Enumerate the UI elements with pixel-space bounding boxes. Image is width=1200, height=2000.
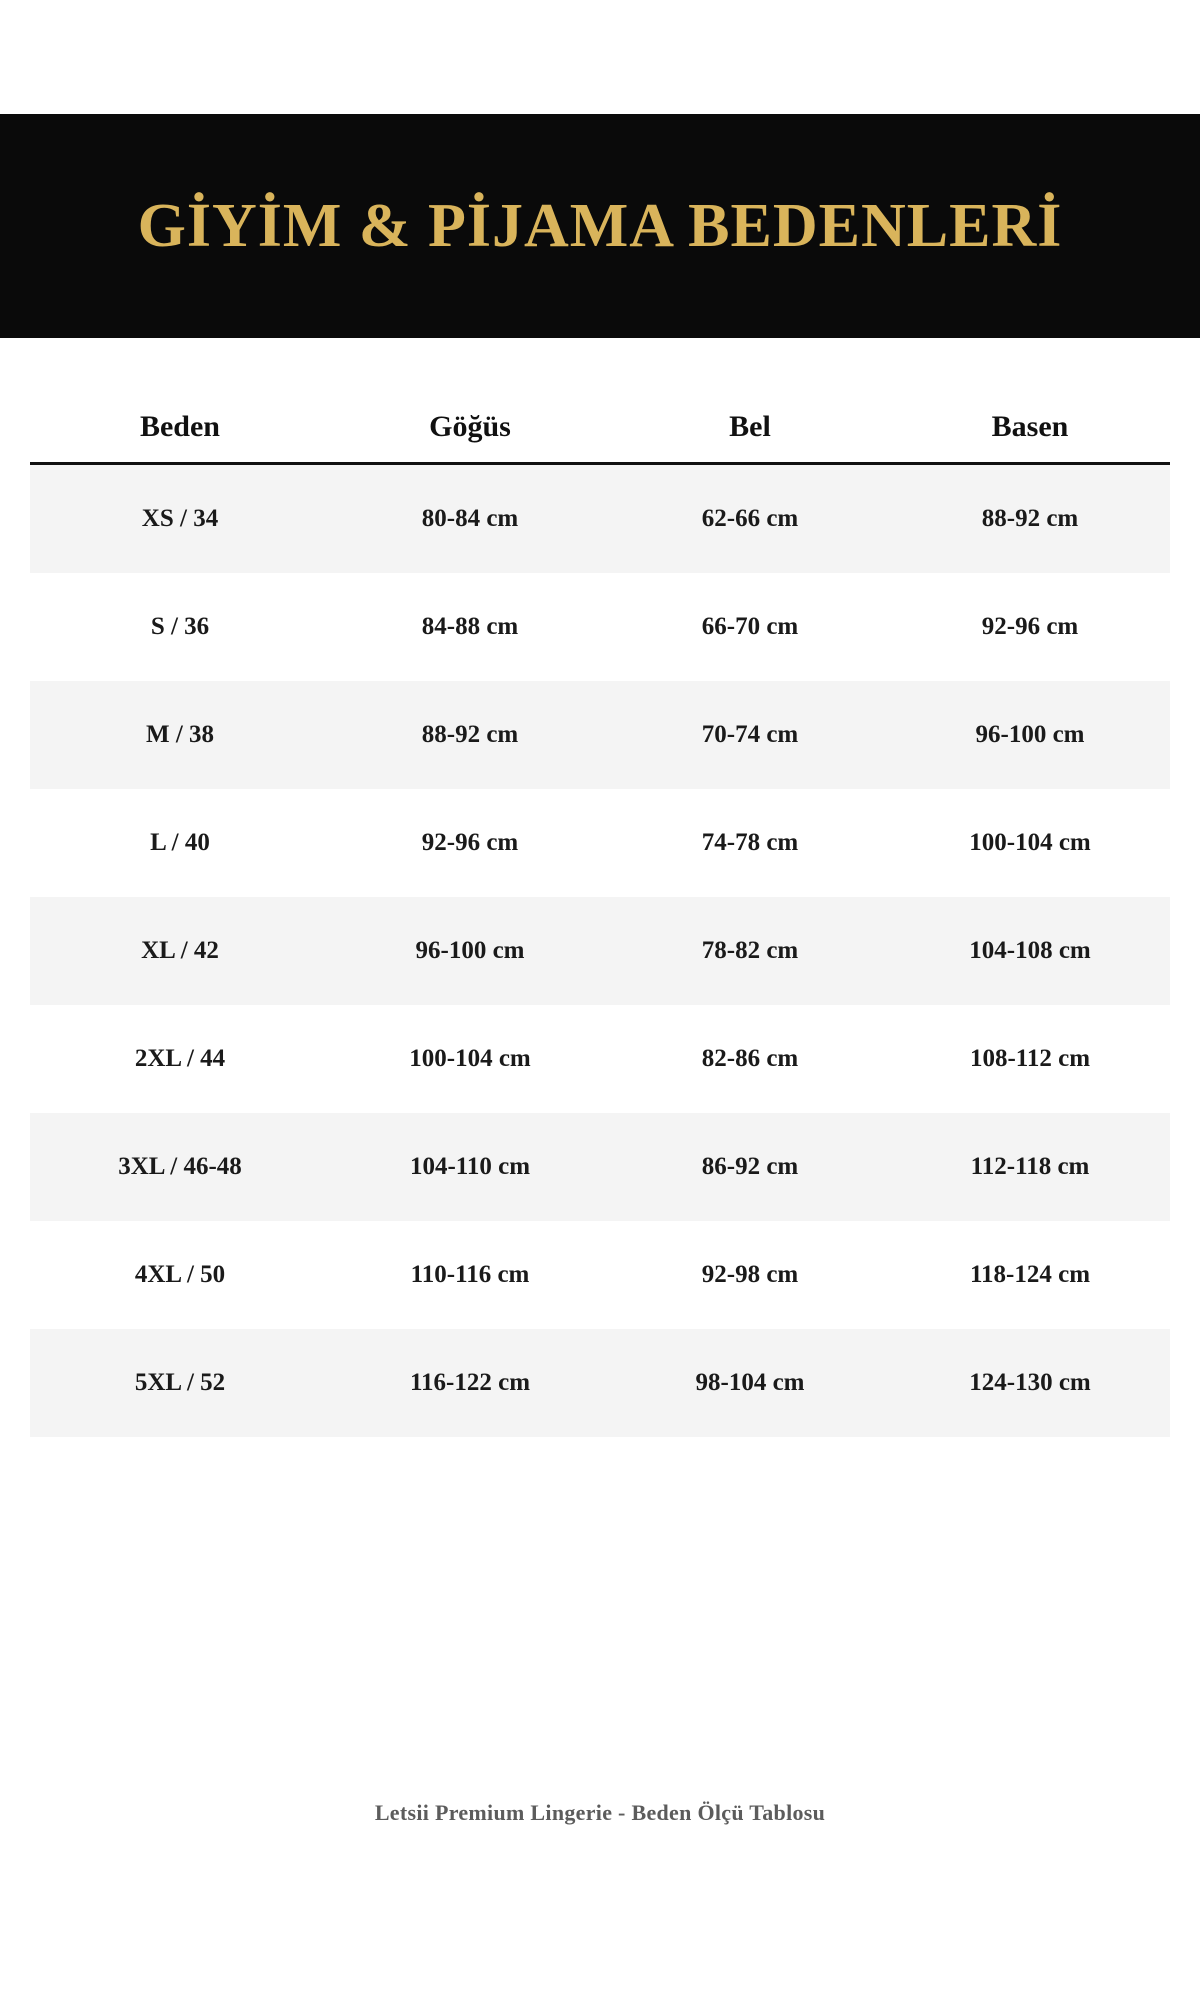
cell-beden: 4XL / 50 bbox=[30, 1221, 330, 1329]
table-row bbox=[30, 789, 1170, 897]
cell-basen: 92-96 cm bbox=[890, 573, 1170, 681]
column-header-basen: Basen bbox=[890, 400, 1170, 464]
table-row bbox=[30, 681, 1170, 789]
cell-beden: S / 36 bbox=[30, 573, 330, 681]
cell-gogus: 92-96 cm bbox=[330, 789, 610, 897]
cell-gogus: 116-122 cm bbox=[330, 1329, 610, 1437]
cell-beden: 2XL / 44 bbox=[30, 1005, 330, 1113]
cell-basen: 88-92 cm bbox=[890, 464, 1170, 574]
cell-basen: 118-124 cm bbox=[890, 1221, 1170, 1329]
cell-bel: 82-86 cm bbox=[610, 1005, 890, 1113]
cell-beden: XL / 42 bbox=[30, 897, 330, 1005]
table-row bbox=[30, 573, 1170, 681]
size-table bbox=[30, 400, 1170, 1437]
cell-basen: 104-108 cm bbox=[890, 897, 1170, 1005]
cell-bel: 98-104 cm bbox=[610, 1329, 890, 1437]
table-row bbox=[30, 464, 1170, 574]
cell-beden: L / 40 bbox=[30, 789, 330, 897]
table-header-row bbox=[30, 400, 1170, 464]
cell-bel: 70-74 cm bbox=[610, 681, 890, 789]
cell-bel: 74-78 cm bbox=[610, 789, 890, 897]
table-header bbox=[30, 400, 1170, 464]
cell-gogus: 104-110 cm bbox=[330, 1113, 610, 1221]
cell-basen: 100-104 cm bbox=[890, 789, 1170, 897]
cell-basen: 124-130 cm bbox=[890, 1329, 1170, 1437]
cell-bel: 66-70 cm bbox=[610, 573, 890, 681]
cell-gogus: 84-88 cm bbox=[330, 573, 610, 681]
column-header-bel: Bel bbox=[610, 400, 890, 464]
cell-beden: M / 38 bbox=[30, 681, 330, 789]
cell-bel: 62-66 cm bbox=[610, 464, 890, 574]
cell-gogus: 96-100 cm bbox=[330, 897, 610, 1005]
header-banner bbox=[0, 114, 1200, 338]
cell-beden: 5XL / 52 bbox=[30, 1329, 330, 1437]
footer-note: Letsii Premium Lingerie - Beden Ölçü Tablosu bbox=[374, 1800, 826, 1825]
table-row bbox=[30, 1329, 1170, 1437]
cell-bel: 92-98 cm bbox=[610, 1221, 890, 1329]
cell-basen: 96-100 cm bbox=[890, 681, 1170, 789]
table-row bbox=[30, 1113, 1170, 1221]
cell-basen: 112-118 cm bbox=[890, 1113, 1170, 1221]
cell-gogus: 100-104 cm bbox=[330, 1005, 610, 1113]
table-row bbox=[30, 1005, 1170, 1113]
table-body bbox=[30, 464, 1170, 1438]
column-header-beden: Beden bbox=[30, 400, 330, 464]
size-table-container bbox=[30, 400, 1170, 1437]
page-title: GİYİM & PİJAMA BEDENLERİ bbox=[137, 191, 1063, 260]
cell-basen: 108-112 cm bbox=[890, 1005, 1170, 1113]
cell-bel: 86-92 cm bbox=[610, 1113, 890, 1221]
cell-beden: XS / 34 bbox=[30, 464, 330, 574]
cell-gogus: 88-92 cm bbox=[330, 681, 610, 789]
column-header-gogus: Göğüs bbox=[330, 400, 610, 464]
cell-gogus: 110-116 cm bbox=[330, 1221, 610, 1329]
table-row bbox=[30, 1221, 1170, 1329]
cell-beden: 3XL / 46-48 bbox=[30, 1113, 330, 1221]
cell-bel: 78-82 cm bbox=[610, 897, 890, 1005]
cell-gogus: 80-84 cm bbox=[330, 464, 610, 574]
table-row bbox=[30, 897, 1170, 1005]
